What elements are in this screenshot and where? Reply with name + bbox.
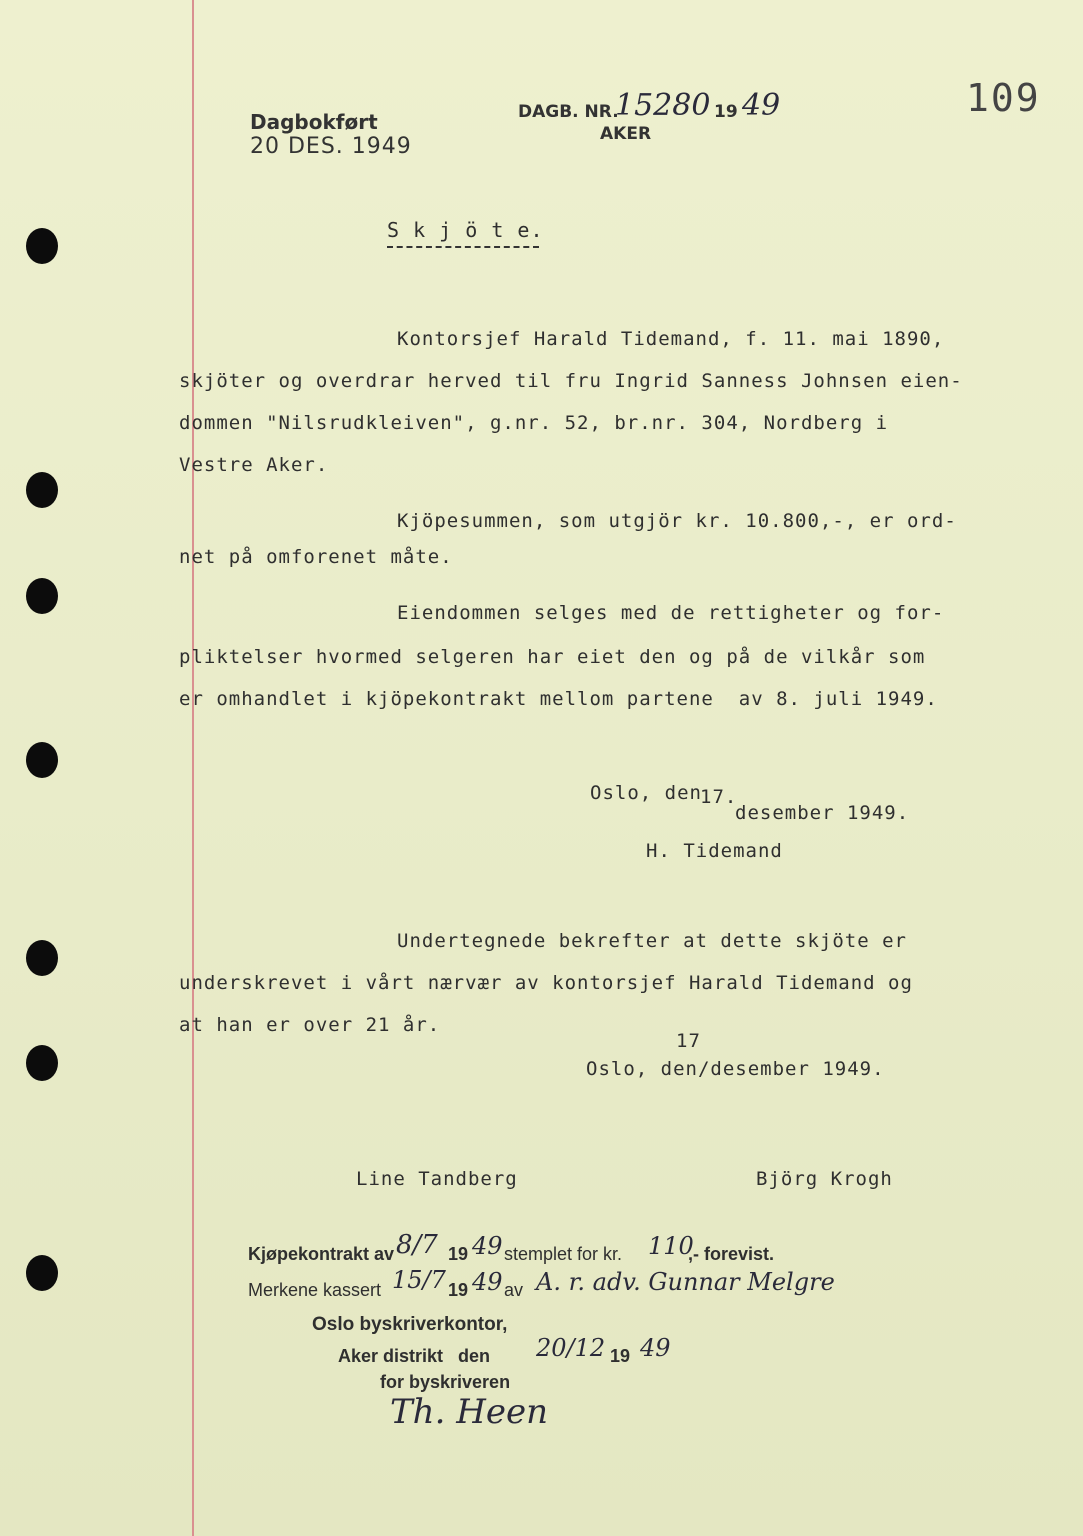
registry-line-1-label: Kjøpekontrakt av: [248, 1244, 395, 1264]
body-line: er omhandlet i kjöpekontrakt mellom partene av 8. juli 1949.: [179, 688, 938, 710]
dagb-number: 15280: [615, 88, 711, 123]
title-underline: [387, 246, 539, 248]
body-line: Vestre Aker.: [179, 454, 329, 476]
place-date-1-month: desember 1949.: [735, 802, 910, 824]
registry-cancelled-by: A. r. adv. Gunnar Melgre: [536, 1268, 835, 1296]
punch-hole: [26, 472, 58, 508]
body-line: net på omforenet måte.: [179, 546, 453, 568]
registry-cancel-year: 49: [472, 1268, 503, 1296]
punch-hole: [26, 228, 58, 264]
registry-year: 49: [640, 1334, 671, 1362]
dagbokfort-stamp: Dagbokført: [250, 110, 378, 134]
registry-amount: 110: [648, 1232, 694, 1260]
body-line: Kjöpesummen, som utgjör kr. 10.800,-, er ord-: [397, 510, 957, 532]
witness-line: Undertegnede bekrefter at dette skjöte er: [397, 930, 907, 952]
registry-date: 20/12: [536, 1334, 606, 1362]
witness-line: underskrevet i vårt nærvær av kontorsjef Harald Tidemand og: [179, 972, 913, 994]
body-line: Kontorsjef Harald Tidemand, f. 11. mai 1890,: [397, 328, 945, 350]
registry-line-1-stamped: stemplet for kr.: [504, 1244, 623, 1264]
dagbokfort-date: 20 DES. 1949: [250, 134, 412, 159]
place-date-1-prefix: Oslo, den: [590, 782, 702, 804]
registry-district: Aker distrikt den: [338, 1346, 491, 1366]
punch-hole: [26, 578, 58, 614]
signer-name: H. Tidemand: [646, 840, 783, 862]
page-number: 109: [966, 76, 1041, 120]
registry-line-2-av: av: [504, 1280, 524, 1300]
registry-line-4-century: 19: [610, 1346, 631, 1366]
document-title: S k j ö t e.: [387, 218, 544, 242]
registry-line-2-century: 19: [448, 1280, 469, 1300]
body-line: dommen "Nilsrudkleiven", g.nr. 52, br.nr. 304, Nordberg i: [179, 412, 889, 434]
place-date-2-day: 17: [676, 1030, 701, 1052]
registry-office: Oslo byskriverkontor,: [312, 1314, 508, 1335]
punch-hole: [26, 1045, 58, 1081]
body-line: pliktelser hvormed selgeren har eiet den og på de vilkår som: [179, 646, 926, 668]
registry-line-1-forevist: ,- forevist.: [688, 1244, 775, 1264]
registry-contract-date: 8/7: [396, 1230, 438, 1260]
witness-1-name: Line Tandberg: [356, 1168, 518, 1190]
dagb-nr-label: DAGB. NR.: [518, 102, 619, 122]
witness-line: at han er over 21 år.: [179, 1014, 441, 1036]
registry-contract-year: 49: [472, 1232, 503, 1260]
registry-line-1-century: 19: [448, 1244, 469, 1264]
body-line: skjöter og overdrar herved til fru Ingrid Sanness Johnsen eien-: [179, 370, 963, 392]
body-line: Eiendommen selges med de rettigheter og for-: [397, 602, 945, 624]
registry-cancel-date: 15/7: [392, 1266, 446, 1294]
place-date-1-day: 17.: [700, 786, 738, 808]
dagb-place: AKER: [600, 124, 652, 144]
witness-2-name: Björg Krogh: [756, 1168, 893, 1190]
registry-signature: Th. Heen: [390, 1392, 548, 1432]
dagb-year-hand: 49: [742, 88, 781, 123]
punch-hole: [26, 940, 58, 976]
punch-hole: [26, 1255, 58, 1291]
margin-rule: [192, 0, 194, 1536]
place-date-2: Oslo, den/desember 1949.: [586, 1058, 885, 1080]
punch-hole: [26, 742, 58, 778]
dagb-year-print: 19: [714, 102, 738, 122]
registry-line-2-label: Merkene kassert: [248, 1280, 382, 1300]
registry-for-byskriveren: for byskriveren: [380, 1372, 511, 1392]
